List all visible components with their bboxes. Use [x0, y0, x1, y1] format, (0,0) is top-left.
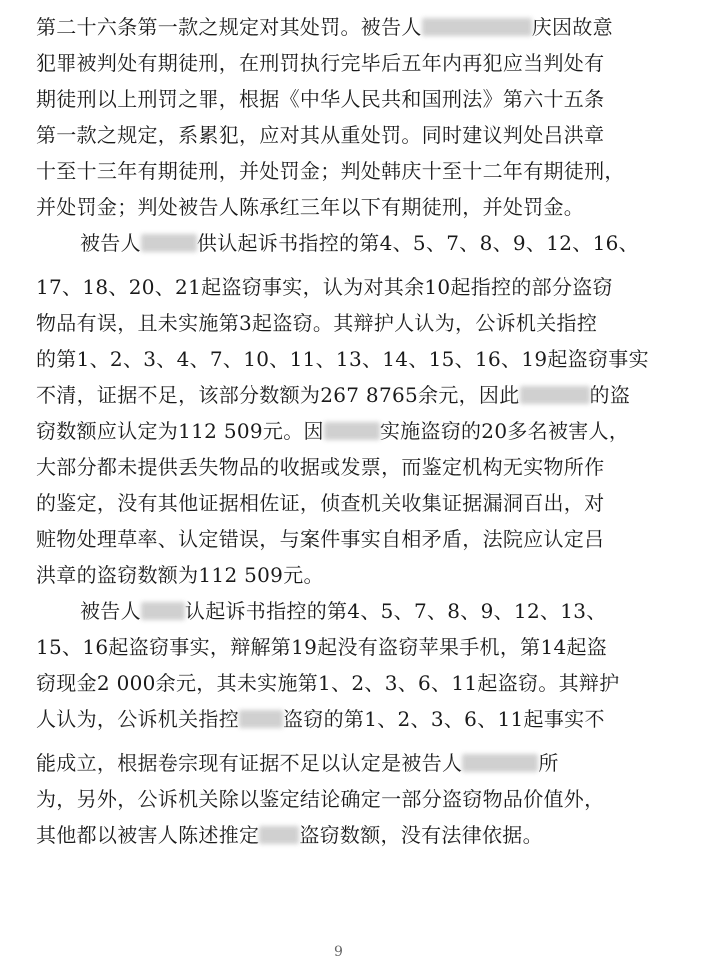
- text-line: 15、16起盗窃事实，辩解第19起没有盗窃苹果手机，第14起盗: [36, 635, 608, 659]
- text-line: [36, 748, 559, 778]
- redacted-name: [141, 602, 185, 620]
- text-segment: 被告人: [80, 231, 141, 255]
- text-segment: 庆因故意: [531, 15, 613, 39]
- text-line: [80, 228, 639, 258]
- text-line: [36, 820, 543, 850]
- text-line: 大部分都未提供丢失物品的收据或发票，而鉴定机构无实物所作: [36, 455, 605, 479]
- text-line: 物品有误，且未实施第3起盗窃。其辩护人认为，公诉机关指控: [36, 311, 598, 335]
- text-line: 第一款之规定，系累犯，应对其从重处罚。同时建议判处吕洪章: [36, 123, 605, 147]
- text-segment: 窃数额应认定为112 509元。因: [36, 419, 324, 443]
- text-line: 并处罚金；判处被告人陈承红三年以下有期徒刑，并处罚金。: [36, 195, 585, 219]
- text-line: 十至十三年有期徒刑，并处罚金；判处韩庆十至十二年有期徒刑，: [36, 159, 625, 183]
- text-segment: 实施盗窃的20多名被害人，: [379, 419, 630, 443]
- text-segment: 所: [538, 751, 559, 775]
- text-segment: 其他都以被害人陈述推定: [36, 823, 260, 847]
- page-number: 9: [334, 944, 343, 960]
- text-line: [36, 704, 605, 734]
- text-line: [36, 416, 629, 446]
- text-segment: 第二十六条第一款之规定对其处罚。被告人: [36, 15, 422, 39]
- text-line: 犯罪被判处有期徒刑，在刑罚执行完毕后五年内再犯应当判处有: [36, 51, 605, 75]
- text-segment: 能成立，根据卷宗现有证据不足以认定是被告人: [36, 751, 463, 775]
- text-line: 为，另外，公诉机关除以鉴定结论确定一部分盗窃物品价值外，: [36, 787, 605, 811]
- text-segment: 的盗: [589, 383, 631, 407]
- text-line: [36, 380, 630, 410]
- redacted-name: [141, 234, 197, 252]
- text-line: 的鉴定，没有其他证据相佐证，侦查机关收集证据漏洞百出，对: [36, 491, 605, 515]
- text-line: 洪章的盗窃数额为112 509元。: [36, 563, 324, 587]
- text-line: [36, 12, 613, 42]
- text-segment: 被告人: [80, 599, 141, 623]
- text-line: [80, 596, 607, 626]
- text-line: 窃现金2 000余元，其未实施第1、2、3、6、11起盗窃。其辩护: [36, 671, 620, 695]
- redacted-name: [422, 18, 532, 36]
- redacted-name: [239, 710, 283, 728]
- text-line: 的第1、2、3、4、7、10、11、13、14、15、16、19起盗窃事实: [36, 347, 649, 371]
- text-segment: 认起诉书指控的第4、5、7、8、9、12、13、: [184, 599, 607, 623]
- text-segment: 盗窃数额，没有法律依据。: [299, 823, 543, 847]
- text-segment: 供认起诉书指控的第4、5、7、8、9、12、16、: [196, 231, 639, 255]
- redacted-name: [324, 422, 380, 440]
- text-segment: 不清，证据不足，该部分数额为267 8765余元，因此: [36, 383, 520, 407]
- text-line: 17、18、20、21起盗窃事实，认为对其余10起指控的部分盗窃: [36, 275, 613, 299]
- redacted-name: [259, 826, 299, 844]
- text-line: 赃物处理草率、认定错误，与案件事实自相矛盾，法院应认定吕: [36, 527, 605, 551]
- redacted-name: [462, 754, 538, 772]
- text-segment: 人认为，公诉机关指控: [36, 707, 239, 731]
- text-segment: 盗窃的第1、2、3、6、11起事实不: [283, 707, 605, 731]
- redacted-name: [520, 386, 590, 404]
- text-line: 期徒刑以上刑罚之罪，根据《中华人民共和国刑法》第六十五条: [36, 87, 605, 111]
